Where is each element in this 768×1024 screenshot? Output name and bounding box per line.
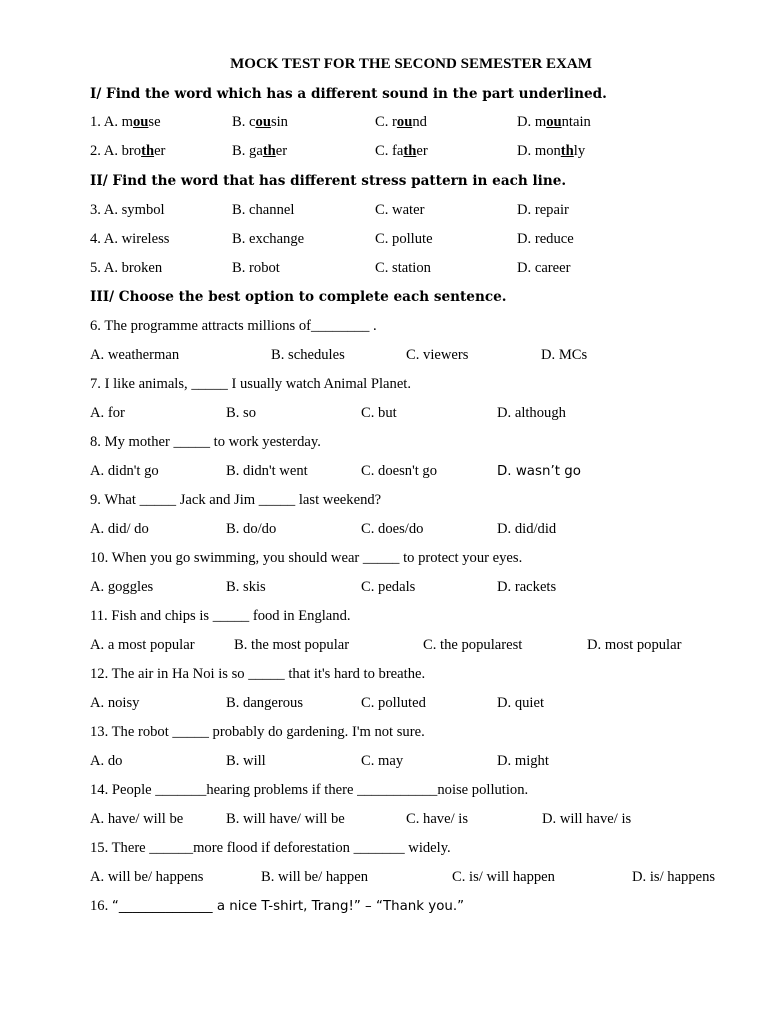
q15-option-a: A. will be/ happens — [90, 869, 204, 885]
q14-stem: 14. People _______hearing problems if there ___________noise pollution. — [90, 782, 529, 798]
q9-option-b: B. do/do — [226, 521, 277, 537]
q9-option-c: C. does/do — [361, 521, 424, 537]
q5-option-a: 5. A. broken — [90, 260, 163, 276]
q6-option-a: A. weatherman — [90, 347, 180, 363]
q10-option-a: A. goggles — [90, 579, 154, 595]
q11-stem: 11. Fish and chips is _____ food in England. — [90, 608, 351, 624]
q16-text: “______________ a nice T-shirt, Trang!” – “Thank you.” — [111, 899, 465, 914]
q13-option-b: B. will — [226, 753, 266, 769]
section-2-heading: II/ Find the word that has different stress pattern in each line. — [90, 173, 567, 189]
q16-number: 16. — [90, 898, 112, 914]
q12-option-a: A. noisy — [90, 695, 140, 711]
page-title: MOCK TEST FOR THE SECOND SEMESTER EXAM — [230, 56, 592, 72]
q2-option-b: B. gather — [232, 143, 288, 159]
q9-option-a: A. did/ do — [90, 521, 149, 537]
section-3-heading: III/ Choose the best option to complete each sentence. — [90, 289, 507, 305]
q6-option-b: B. schedules — [271, 347, 345, 363]
q10-option-c: C. pedals — [361, 579, 416, 595]
q10-stem: 10. When you go swimming, you should wear _____ to protect your eyes. — [90, 550, 523, 566]
q15-option-c: C. is/ will happen — [452, 869, 555, 885]
q9-option-d: D. did/did — [497, 521, 557, 537]
section-1-heading: I/ Find the word which has a different sound in the part underlined. — [90, 86, 607, 102]
q5-option-b: B. robot — [232, 260, 280, 276]
q15-option-d: D. is/ happens — [632, 869, 716, 885]
q1-option-b: B. cousin — [232, 114, 288, 130]
q11-option-c: C. the popularest — [423, 637, 523, 653]
q10-option-d: D. rackets — [497, 579, 557, 595]
q8-option-c: C. doesn't go — [361, 463, 438, 479]
q5-option-c: C. station — [375, 260, 431, 276]
q7-option-a: A. for — [90, 405, 125, 421]
q4-option-d: D. reduce — [517, 231, 574, 247]
q10-option-b: B. skis — [226, 579, 266, 595]
q4-option-c: C. pollute — [375, 231, 433, 247]
q1-option-d: D. mountain — [517, 114, 591, 130]
q2-option-d: D. monthly — [517, 143, 586, 159]
q14-option-c: C. have/ is — [406, 811, 469, 827]
q3-option-d: D. repair — [517, 202, 569, 218]
q1-option-a: 1. A. mouse — [90, 114, 161, 130]
q12-stem: 12. The air in Ha Noi is so _____ that it's hard to breathe. — [90, 666, 426, 682]
q8-option-d: D. wasn’t go — [497, 464, 581, 479]
q2-option-a: 2. A. brother — [90, 143, 166, 159]
q15-option-b: B. will be/ happen — [261, 869, 369, 885]
q6-stem: 6. The programme attracts millions of________ . — [90, 318, 377, 334]
q6-option-d: D. MCs — [541, 347, 588, 363]
q3-option-c: C. water — [375, 202, 425, 218]
q5-option-d: D. career — [517, 260, 571, 276]
q12-option-d: D. quiet — [497, 695, 545, 711]
q13-option-a: A. do — [90, 753, 123, 769]
q7-option-b: B. so — [226, 405, 257, 421]
q1-option-c: C. round — [375, 114, 427, 130]
q8-option-b: B. didn't went — [226, 463, 308, 479]
q8-stem: 8. My mother _____ to work yesterday. — [90, 434, 321, 450]
q15-stem: 15. There ______more flood if deforestation _______ widely. — [90, 840, 451, 856]
q11-option-a: A. a most popular — [90, 637, 195, 653]
q6-option-c: C. viewers — [406, 347, 469, 363]
q13-stem: 13. The robot _____ probably do gardening. I'm not sure. — [90, 724, 425, 740]
q14-option-d: D. will have/ is — [542, 811, 632, 827]
q4-option-a: 4. A. wireless — [90, 231, 170, 247]
q7-option-c: C. but — [361, 405, 397, 421]
q2-option-c: C. father — [375, 143, 428, 159]
q4-option-b: B. exchange — [232, 231, 305, 247]
q7-option-d: D. although — [497, 405, 566, 421]
q12-option-b: B. dangerous — [226, 695, 304, 711]
q9-stem: 9. What _____ Jack and Jim _____ last weekend? — [90, 492, 382, 508]
q3-option-a: 3. A. symbol — [90, 202, 165, 218]
q14-option-a: A. have/ will be — [90, 811, 184, 827]
q7-stem: 7. I like animals, _____ I usually watch Animal Planet. — [90, 376, 412, 392]
q13-option-c: C. may — [361, 753, 404, 769]
q16-stem — [90, 898, 464, 915]
q13-option-d: D. might — [497, 753, 549, 769]
q11-option-d: D. most popular — [587, 637, 682, 653]
q3-option-b: B. channel — [232, 202, 295, 218]
q11-option-b: B. the most popular — [234, 637, 350, 653]
q8-option-a: A. didn't go — [90, 463, 159, 479]
q12-option-c: C. polluted — [361, 695, 426, 711]
q14-option-b: B. will have/ will be — [226, 811, 345, 827]
